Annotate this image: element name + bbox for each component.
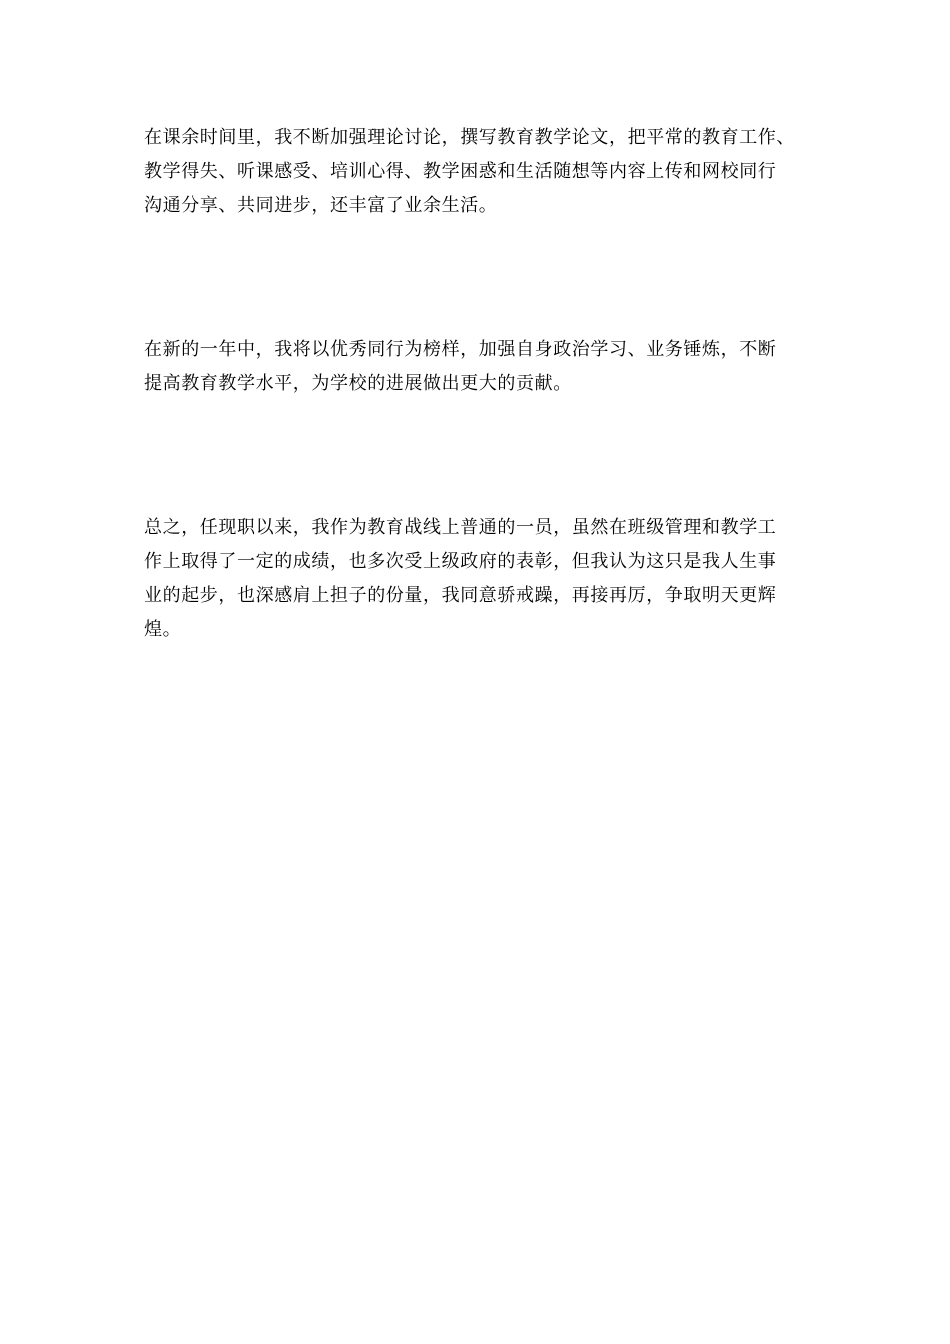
- paragraph-2: 在新的一年中，我将以优秀同行为榜样，加强自身政治学习、业务锤炼，不断 提高教育教学水平，为学校的进展做出更大的贡献。: [144, 339, 777, 394]
- paragraph-1: 在课余时间里，我不断加强理论讨论，撰写教育教学论文，把平常的教育工作、 教学得失、听课感受、培训心得、教学困惑和生活随想等内容上传和网校同行 沟通分享、共同进步，还丰富了业余生活。: [144, 127, 795, 216]
- paragraph-3: 总之，任现职以来，我作为教育战线上普通的一员，虽然在班级管理和教学工 作上取得了一定的成绩，也多次受上级政府的表彰，但我认为这只是我人生事 业的起步，也深感肩上担子的份量，我同意骄戒躁，再接再厉，争取明天更辉 煌。: [144, 517, 777, 640]
